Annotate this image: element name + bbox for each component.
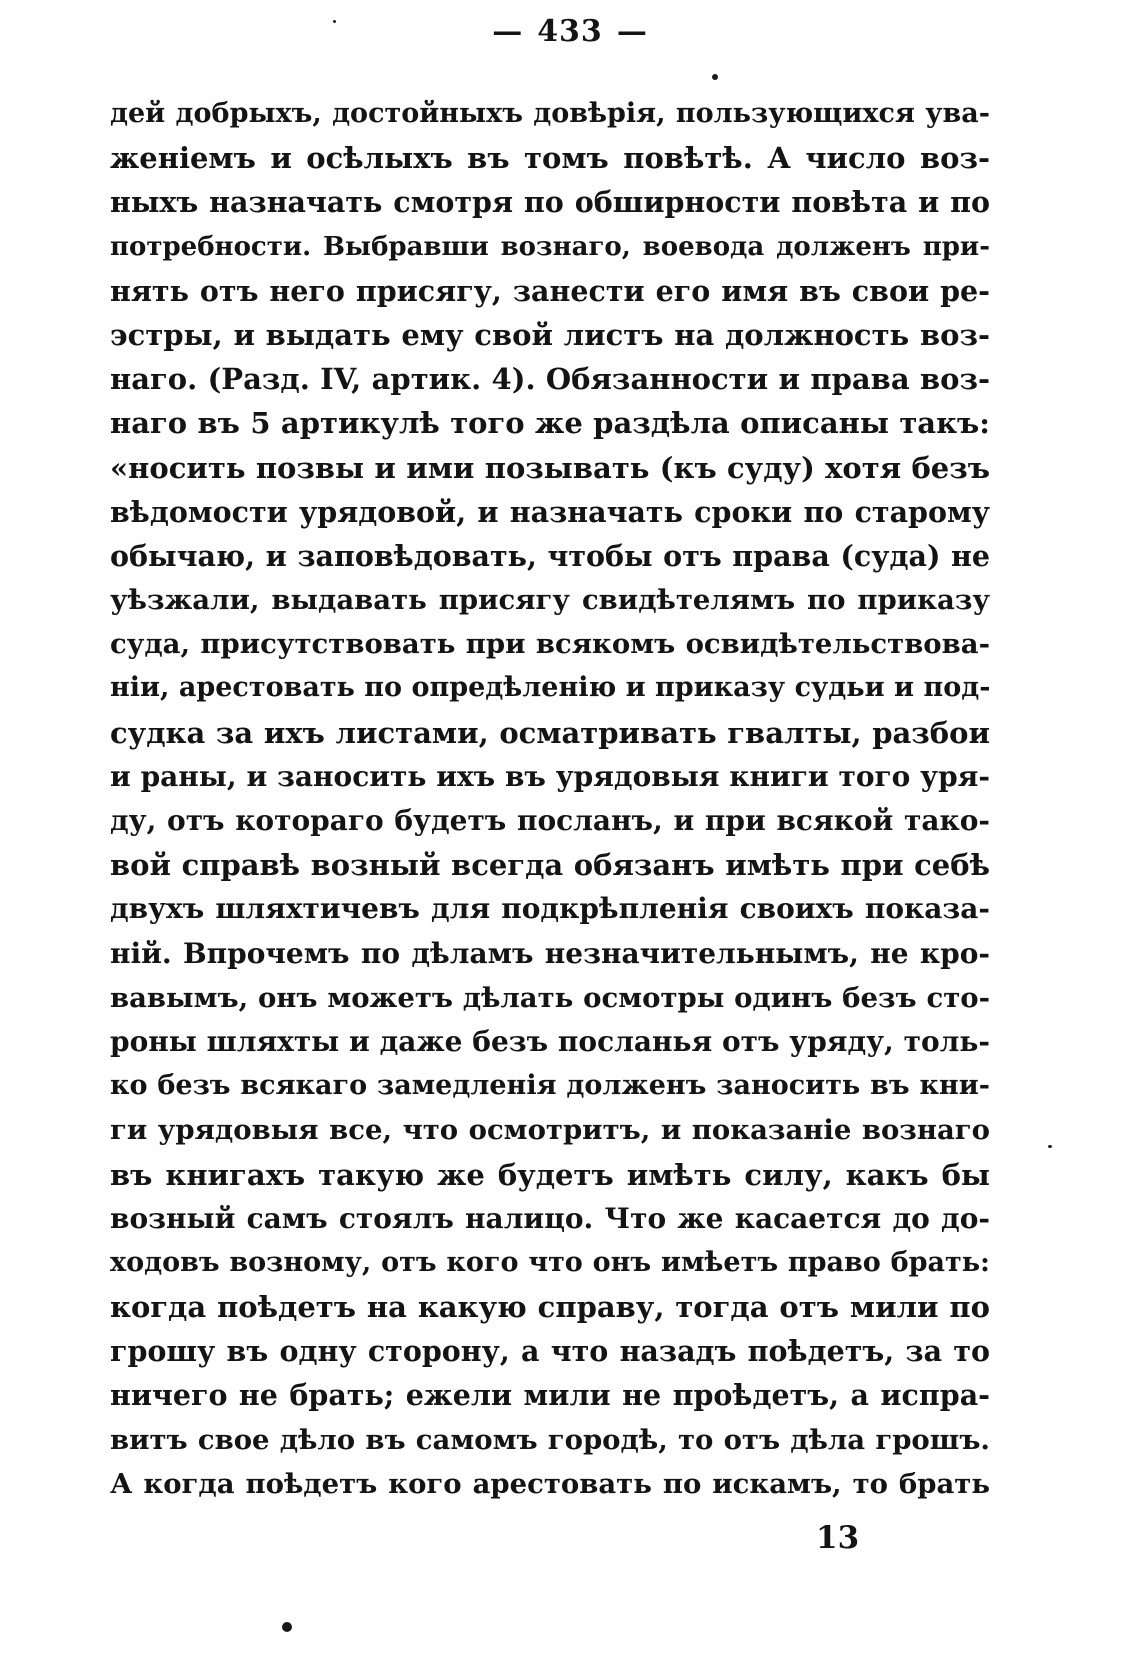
text-line: вѣдомости урядовой, и назначать сроки по старому bbox=[110, 494, 990, 529]
text-line: витъ свое дѣло въ самомъ городѣ, то отъ дѣла грошъ. bbox=[110, 1423, 990, 1456]
page-header bbox=[0, 14, 1140, 49]
text-line: судка за ихъ листами, осматривать гвалты, разбои bbox=[110, 715, 990, 750]
text-line: ныхъ назначать смотря по обширности повѣта и по bbox=[110, 185, 990, 220]
scan-speck bbox=[282, 1622, 292, 1632]
text-line: ничего не брать; ежели мили не проѣдетъ, а испра- bbox=[110, 1378, 990, 1413]
text-line: вавымъ, онъ можетъ дѣлать осмотры одинъ безъ сто- bbox=[110, 981, 990, 1014]
text-line: женіемъ и осѣлыхъ въ томъ повѣтѣ. А число воз- bbox=[110, 141, 990, 176]
scan-speck bbox=[712, 74, 718, 80]
text-line: вой справѣ возный всегда обязанъ имѣть при себѣ bbox=[110, 848, 990, 883]
text-line: уѣзжали, выдавать присягу свидѣтелямъ по приказу bbox=[110, 584, 990, 617]
header-dash-left: — bbox=[492, 14, 524, 49]
text-line: въ книгахъ такую же будетъ имѣть силу, какъ бы bbox=[110, 1157, 990, 1192]
text-line: ги урядовыя все, что осмотритъ, и показаніе вознаго bbox=[110, 1114, 990, 1147]
body-text bbox=[110, 92, 990, 1506]
text-line: «носить позвы и ими позывать (къ суду) хотя безъ bbox=[110, 450, 990, 485]
text-line: ходовъ возному, отъ кого что онъ имѣетъ право брать: bbox=[110, 1246, 990, 1278]
text-line: эстры, и выдать ему свой листъ на должность воз- bbox=[110, 317, 990, 352]
header-dash-right: — bbox=[616, 14, 648, 49]
text-line: роны шляхты и даже безъ посланья отъ уряду, толь- bbox=[110, 1024, 990, 1058]
text-line: ду, отъ котораго будетъ посланъ, и при всякой тако- bbox=[110, 804, 990, 837]
text-line: нять отъ него присягу, занести его имя въ свои ре- bbox=[110, 273, 990, 308]
page-number: 433 bbox=[537, 14, 603, 49]
text-line: ній. Впрочемъ по дѣламъ незначительнымъ, не кро- bbox=[110, 936, 990, 970]
text-line: потребности. Выбравши вознаго, воевода долженъ при- bbox=[110, 231, 990, 262]
text-line: А когда поѣдетъ кого арестовать по искамъ, то брать bbox=[110, 1467, 990, 1500]
text-line: ніи, арестовать по опредѣленію и приказу судьи и под- bbox=[110, 672, 990, 704]
text-line: грошу въ одну сторону, а что назадъ поѣдетъ, за то bbox=[110, 1334, 990, 1369]
text-line: возный самъ стоялъ налицо. Что же касается до до- bbox=[110, 1201, 990, 1235]
scan-speck bbox=[333, 20, 336, 23]
text-line: суда, присутствовать при всякомъ освидѣтельствова- bbox=[110, 628, 990, 661]
text-line: дей добрыхъ, достойныхъ довѣрія, пользующихся ува- bbox=[110, 98, 990, 129]
text-line: и раны, и заносить ихъ въ урядовыя книги того уря- bbox=[110, 759, 990, 793]
text-line: двухъ шляхтичевъ для подкрѣпленія своихъ показа- bbox=[110, 892, 990, 926]
scan-speck bbox=[1048, 1145, 1052, 1148]
text-line: когда поѣдетъ на какую справу, тогда отъ мили по bbox=[110, 1290, 990, 1325]
text-line: обычаю, и заповѣдовать, чтобы отъ права (суда) не bbox=[110, 538, 990, 573]
text-line: ко безъ всякаго замедленія долженъ заносить въ кни- bbox=[110, 1070, 990, 1102]
signature-mark: 13 bbox=[816, 1520, 860, 1556]
text-line: наго. (Разд. IV, артик. 4). Обязанности и права воз- bbox=[110, 362, 990, 397]
text-line: наго въ 5 артикулѣ того же раздѣла описаны такъ: bbox=[110, 406, 990, 441]
